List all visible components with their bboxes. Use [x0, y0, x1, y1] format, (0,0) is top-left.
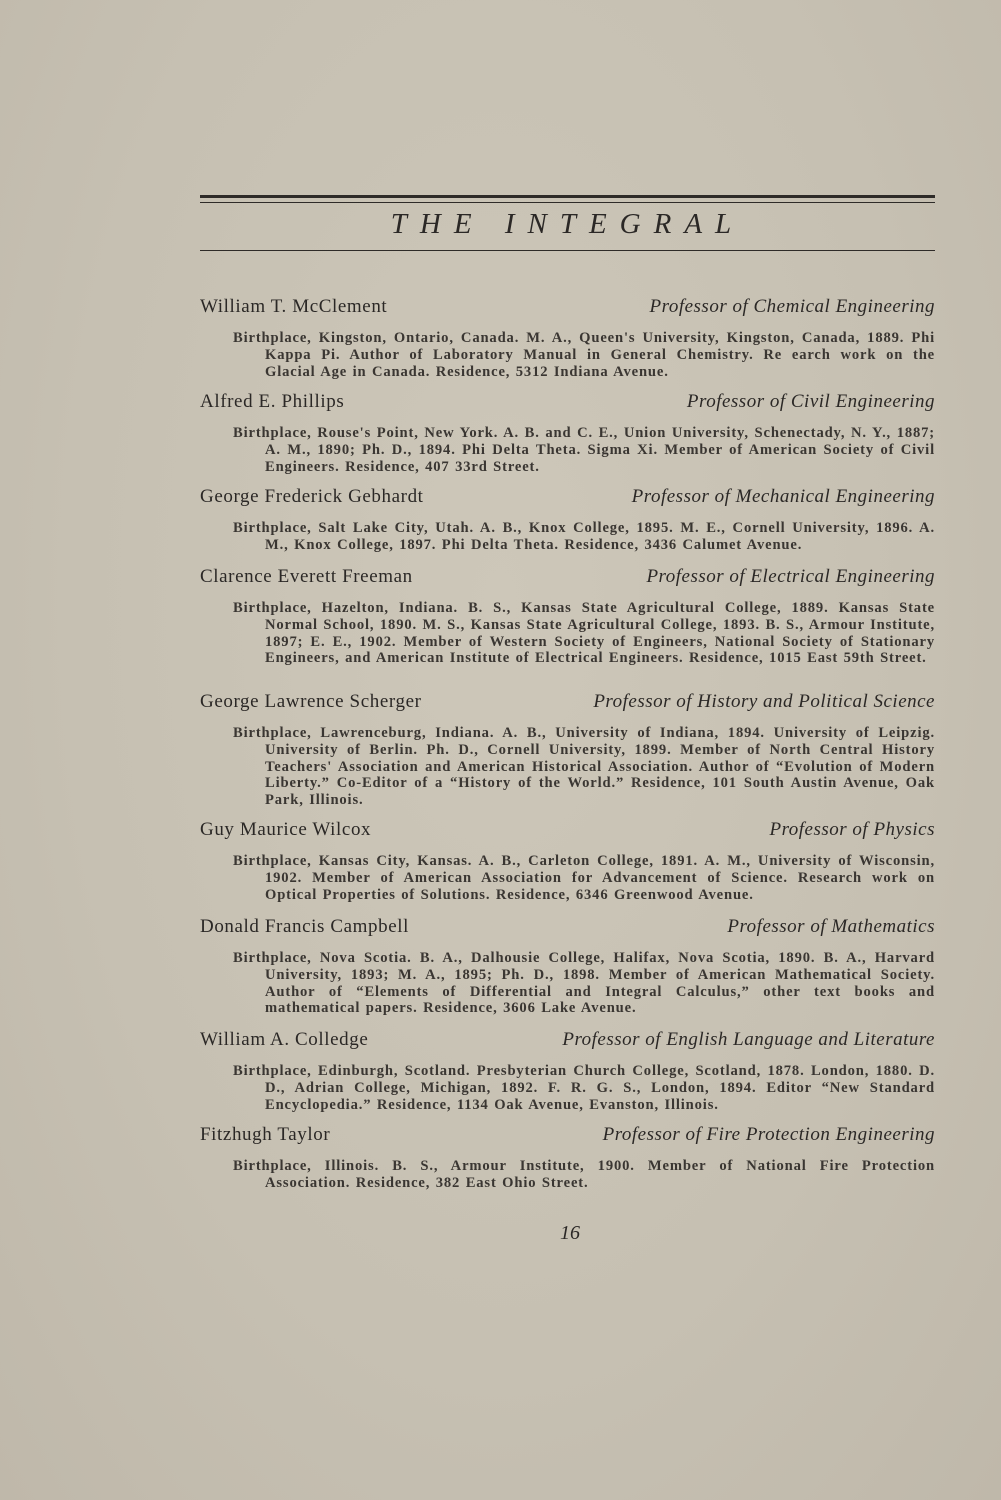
- faculty-entry: [200, 566, 935, 667]
- faculty-bio: Birthplace, Illinois. B. S., Armour Institute, 1900. Member of National Fire Protection Association. Residence, 382 East Ohio Street.: [233, 1158, 935, 1191]
- faculty-name: Donald Francis Campbell: [200, 916, 410, 937]
- faculty-entry: [200, 1124, 935, 1192]
- faculty-name: William T. McClement: [200, 296, 388, 317]
- faculty-entry: [200, 296, 935, 380]
- faculty-title: Professor of History and Political Science: [593, 691, 935, 712]
- faculty-name: Guy Maurice Wilcox: [200, 819, 372, 840]
- faculty-title: Professor of Mechanical Engineering: [631, 486, 935, 507]
- header-rule-top: [200, 195, 935, 198]
- faculty-bio: Birthplace, Nova Scotia. B. A., Dalhousie College, Halifax, Nova Scotia, 1890. B. A., Harvard University, 1893; M. A., 1895; Ph. D., 1898. Member of American Mathematical Society. Author of “Elements of Differential and Integral Calculus,” other text books and mathematical papers. Residence, 3606 Lake Avenue.: [233, 950, 935, 1017]
- entry-heading: [200, 486, 935, 512]
- page-number: 16: [560, 1222, 580, 1244]
- faculty-entry: [200, 486, 935, 554]
- faculty-name: George Frederick Gebhardt: [200, 486, 424, 507]
- entry-heading: [200, 1124, 935, 1150]
- faculty-name: Fitzhugh Taylor: [200, 1124, 331, 1145]
- entry-heading: [200, 819, 935, 845]
- faculty-title: Professor of Physics: [769, 819, 935, 840]
- faculty-title: Professor of Civil Engineering: [686, 391, 935, 412]
- faculty-entry: [200, 691, 935, 809]
- entry-heading: [200, 296, 935, 322]
- faculty-bio: Birthplace, Lawrenceburg, Indiana. A. B., University of Indiana, 1894. University of Leipzig. University of Berlin. Ph. D., Cornell University, 1899. Member of North Central History Teachers' Association and American Historical Association. Author of “Evolution of Modern Liberty.” Co-Editor of a “History of the World.” Residence, 101 South Austin Avenue, Oak Park, Illinois.: [233, 725, 935, 809]
- running-header-title: THE INTEGRAL: [390, 208, 745, 240]
- faculty-entry: [200, 391, 935, 475]
- entry-heading: [200, 691, 935, 717]
- entry-heading: [200, 916, 935, 942]
- faculty-bio: Birthplace, Edinburgh, Scotland. Presbyterian Church College, Scotland, 1878. London, 1880. D. D., Adrian College, Michigan, 1892. F. R. G. S., London, 1894. Editor “New Standard Encyclopedia.” Residence, 1134 Oak Avenue, Evanston, Illinois.: [233, 1063, 935, 1113]
- faculty-entry: [200, 819, 935, 903]
- faculty-title: Professor of English Language and Literature: [562, 1029, 935, 1050]
- entry-heading: [200, 1029, 935, 1055]
- faculty-bio: Birthplace, Kingston, Ontario, Canada. M. A., Queen's University, Kingston, Canada, 1889. Phi Kappa Pi. Author of Laboratory Manual in General Chemistry. Re earch work on the Glacial Age in Canada. Residence, 5312 Indiana Avenue.: [233, 330, 935, 380]
- entry-heading: [200, 391, 935, 417]
- faculty-name: Alfred E. Phillips: [200, 391, 345, 412]
- faculty-title: Professor of Electrical Engineering: [646, 566, 935, 587]
- faculty-entry: [200, 1029, 935, 1113]
- faculty-entry: [200, 916, 935, 1017]
- header-rule-bottom: [200, 250, 935, 251]
- faculty-name: Clarence Everett Freeman: [200, 566, 413, 587]
- faculty-title: Professor of Fire Protection Engineering: [602, 1124, 935, 1145]
- faculty-title: Professor of Chemical Engineering: [649, 296, 935, 317]
- faculty-bio: Birthplace, Rouse's Point, New York. A. B. and C. E., Union University, Schenectady, N. Y., 1887; A. M., 1890; Ph. D., 1894. Phi Delta Theta. Sigma Xi. Member of American Society of Civil Engineers. Residence, 407 33rd Street.: [233, 425, 935, 475]
- header-rule-thin: [200, 202, 935, 203]
- faculty-bio: Birthplace, Hazelton, Indiana. B. S., Kansas State Agricultural College, 1889. Kansas State Normal School, 1890. M. S., Kansas State Agricultural College, 1893. B. S., Armour Institute, 1897; E. E., 1902. Member of Western Society of Engineers, National Society of Stationary Engineers, and American Institute of Electrical Engineers. Residence, 1015 East 59th Street.: [233, 600, 935, 667]
- faculty-title: Professor of Mathematics: [727, 916, 935, 937]
- faculty-bio: Birthplace, Kansas City, Kansas. A. B., Carleton College, 1891. A. M., University of Wisconsin, 1902. Member of American Association for Advancement of Science. Research work on Optical Properties of Solutions. Residence, 6346 Greenwood Avenue.: [233, 853, 935, 903]
- faculty-bio: Birthplace, Salt Lake City, Utah. A. B., Knox College, 1895. M. E., Cornell University, 1896. A. M., Knox College, 1897. Phi Delta Theta. Residence, 3436 Calumet Avenue.: [233, 520, 935, 553]
- faculty-name: George Lawrence Scherger: [200, 691, 422, 712]
- entry-heading: [200, 566, 935, 592]
- faculty-name: William A. Colledge: [200, 1029, 369, 1050]
